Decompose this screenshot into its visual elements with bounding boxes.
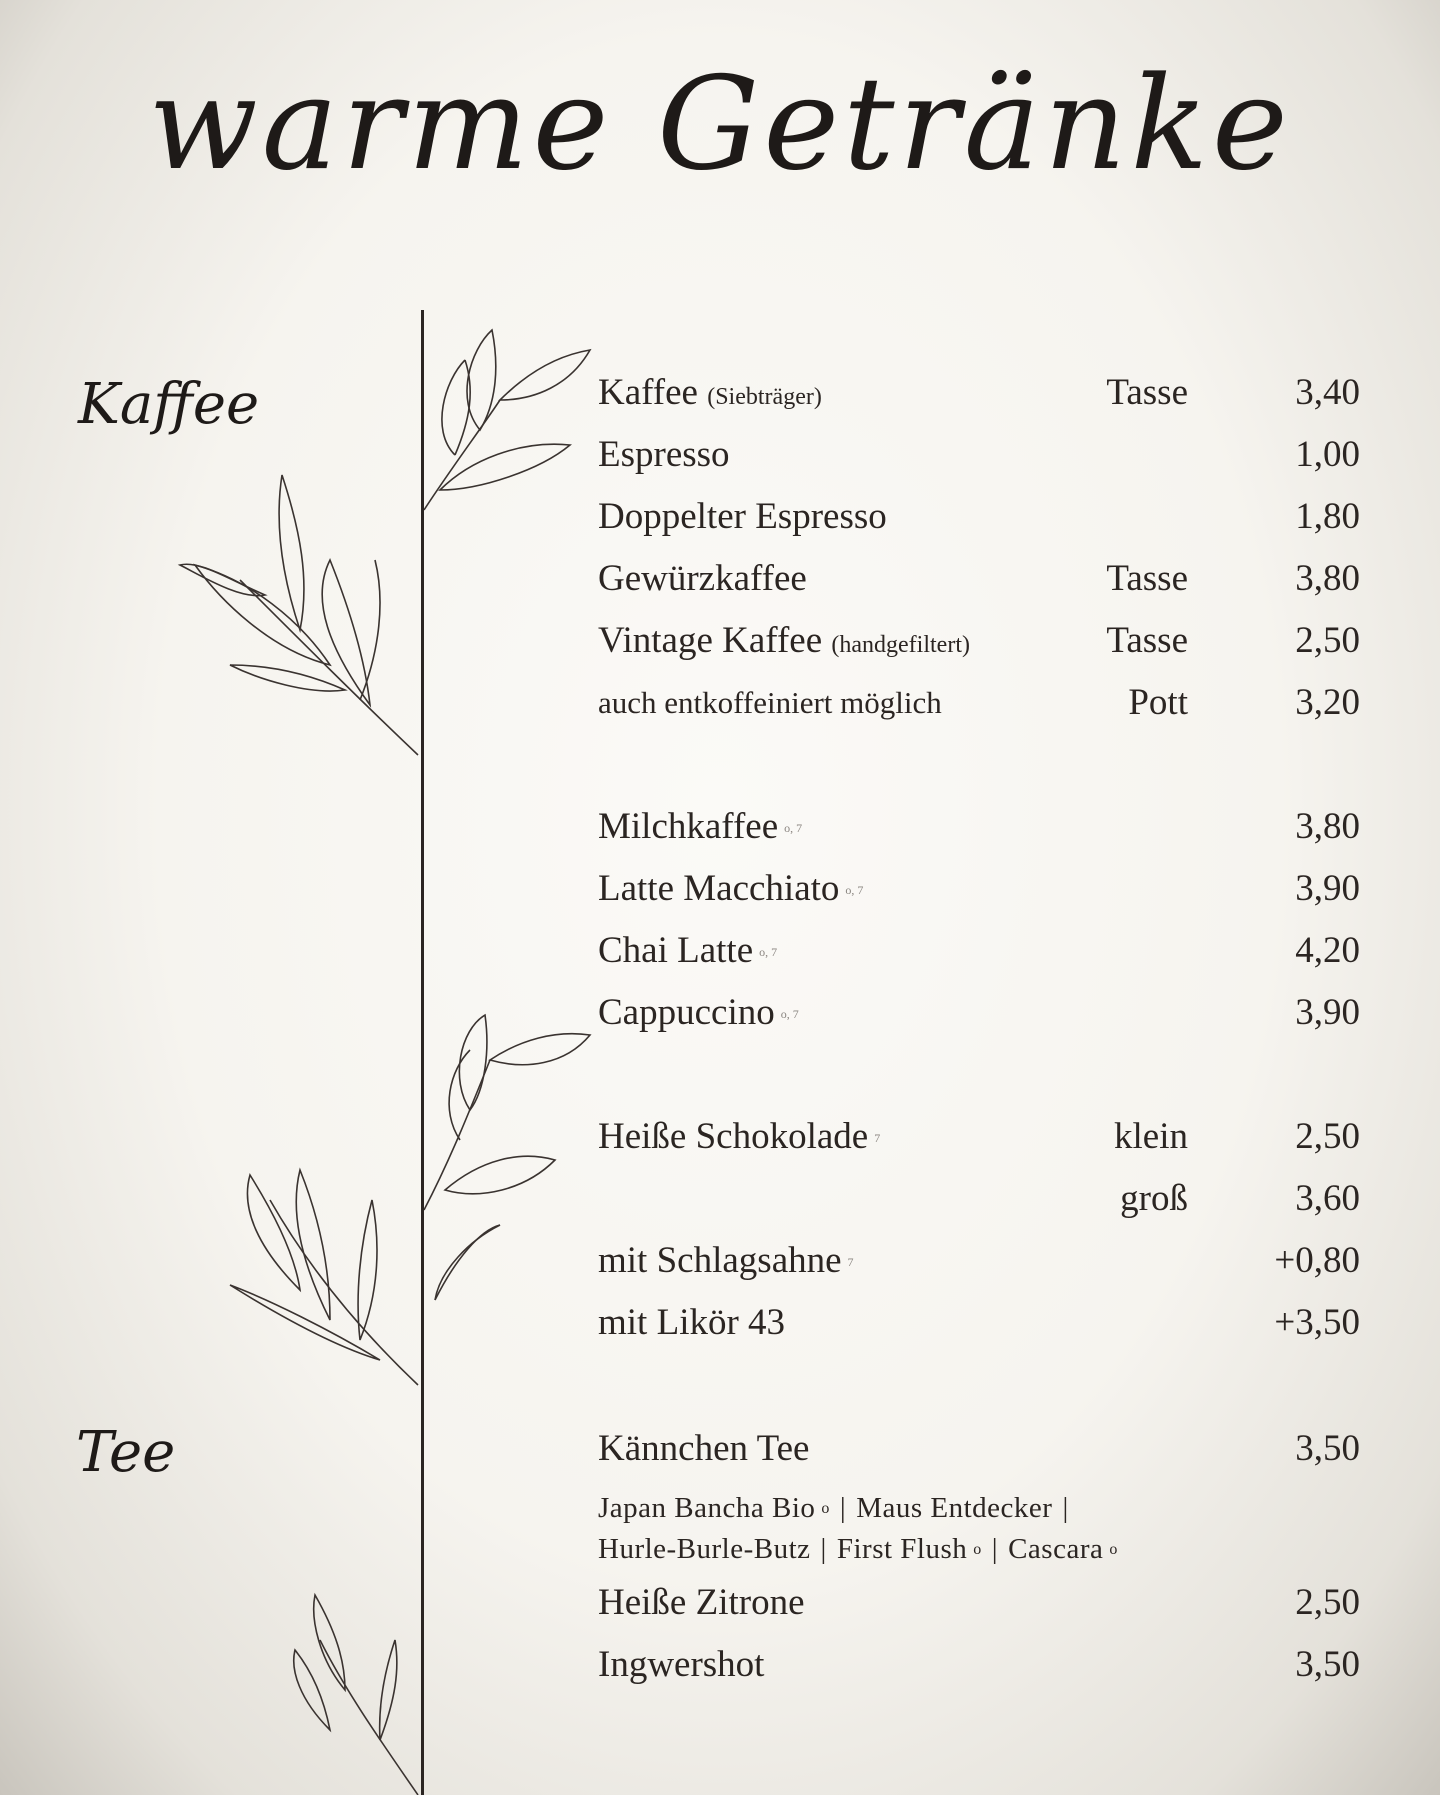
item-unit: Tasse — [1106, 620, 1188, 661]
item-name: Kaffee (Siebträger) — [598, 372, 822, 413]
item-name: Gewürzkaffee — [598, 558, 807, 599]
item-unit: klein — [1114, 1116, 1188, 1157]
section-label-tee: Tee — [76, 1420, 176, 1485]
vertical-divider — [421, 310, 424, 1795]
menu-row-doppelter-espresso — [598, 492, 1360, 542]
item-name: Milchkaffee o, 7 — [598, 806, 803, 847]
menu-row-schlagsahne — [598, 1236, 1360, 1286]
item-price: 3,20 — [1295, 682, 1360, 723]
menu-row-latte-macchiato — [598, 864, 1360, 914]
menu-row-entkoffeiniert — [598, 678, 1360, 728]
item-unit: Tasse — [1106, 558, 1188, 599]
item-price: 3,50 — [1295, 1428, 1360, 1469]
menu-title: warme Getränke — [148, 50, 1292, 199]
menu-row-kaennchen-tee — [598, 1424, 1360, 1474]
menu-row-espresso — [598, 430, 1360, 480]
tea-varieties-line-1: Japan Bancha Bio o | Maus Entdecker | — [598, 1492, 1069, 1524]
item-price: 2,50 — [1295, 1116, 1360, 1157]
item-price: 1,00 — [1295, 434, 1360, 475]
item-name: mit Likör 43 — [598, 1302, 786, 1343]
menu-row-heisse-zitrone — [598, 1578, 1360, 1628]
menu-row-heisse-schokolade — [598, 1112, 1360, 1162]
item-unit: groß — [1120, 1178, 1188, 1219]
item-name: Ingwershot — [598, 1644, 765, 1685]
section-label-kaffee: Kaffee — [78, 372, 260, 437]
item-name: Kännchen Tee — [598, 1428, 810, 1469]
menu-row-ingwershot — [598, 1640, 1360, 1690]
item-price: 3,50 — [1295, 1644, 1360, 1685]
item-unit: Tasse — [1106, 372, 1188, 413]
item-name: mit Schlagsahne 7 — [598, 1240, 854, 1281]
item-name: Heiße Zitrone — [598, 1582, 805, 1623]
menu-row-milchkaffee — [598, 802, 1360, 852]
menu-row-vintage-kaffee — [598, 616, 1360, 666]
item-price: 2,50 — [1295, 620, 1360, 661]
menu-row-gewuerzkaffee — [598, 554, 1360, 604]
item-price: 4,20 — [1295, 930, 1360, 971]
item-price: 3,90 — [1295, 992, 1360, 1033]
item-name: Heiße Schokolade 7 — [598, 1116, 881, 1157]
menu-row-kaffee — [598, 368, 1360, 418]
item-price: 1,80 — [1295, 496, 1360, 537]
item-price: 3,80 — [1295, 558, 1360, 599]
menu-row-cappuccino — [598, 988, 1360, 1038]
item-name: Espresso — [598, 434, 730, 475]
item-price: 3,90 — [1295, 868, 1360, 909]
menu-row-chai-latte — [598, 926, 1360, 976]
item-price: 3,60 — [1295, 1178, 1360, 1219]
item-name: Chai Latte o, 7 — [598, 930, 778, 971]
item-price: 2,50 — [1295, 1582, 1360, 1623]
item-name: Doppelter Espresso — [598, 496, 887, 537]
item-name: auch entkoffeiniert möglich — [598, 685, 942, 720]
menu-row-heisse-schokolade-gross — [598, 1174, 1360, 1224]
menu-row-likoer — [598, 1298, 1360, 1348]
item-name: Cappuccino o, 7 — [598, 992, 799, 1033]
item-unit: Pott — [1128, 682, 1188, 723]
tea-varieties — [598, 1488, 1198, 1570]
item-price: +3,50 — [1274, 1302, 1360, 1343]
item-price: +0,80 — [1274, 1240, 1360, 1281]
item-name: Latte Macchiato o, 7 — [598, 868, 864, 909]
item-price: 3,80 — [1295, 806, 1360, 847]
tea-varieties-line-2: Hurle-Burle-Butz | First Flush o | Cascara o — [598, 1533, 1118, 1565]
item-name: Vintage Kaffee (handgefiltert) — [598, 620, 970, 661]
item-price: 3,40 — [1295, 372, 1360, 413]
